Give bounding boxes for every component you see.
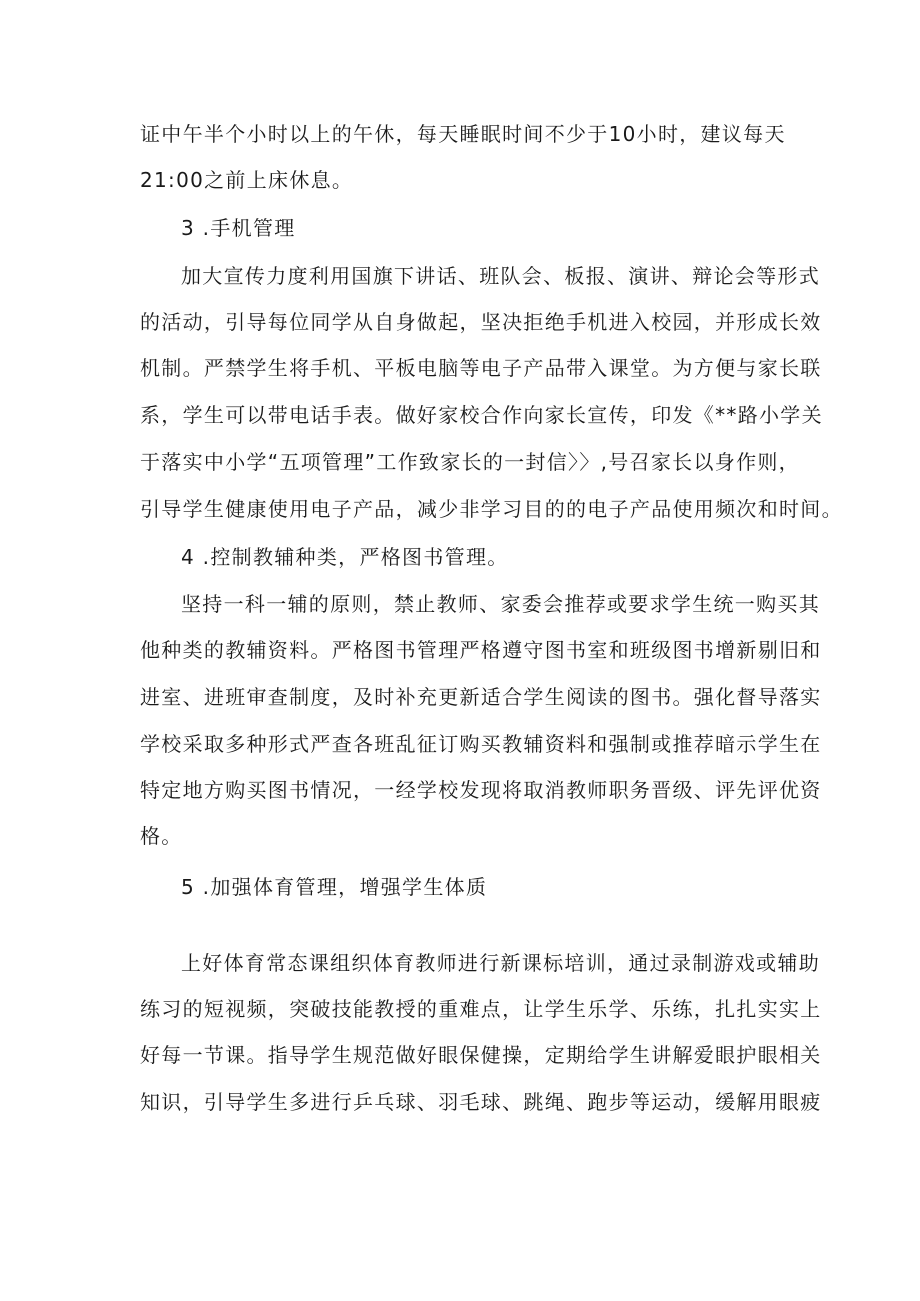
body-text-line: 上好体育常态课组织体育教师进行新课标培训，通过录制游戏或辅助 [181, 951, 820, 975]
body-text-line: 进室、进班审查制度，及时补充更新适合学生阅读的图书。强化督导落实 [140, 685, 822, 709]
body-text-line: 的活动，引导每位同学从自身做起，坚决拒绝手机进入校园，并形成长效 [140, 310, 822, 334]
body-text-line: 机制。严禁学生将手机、平板电脑等电子产品带入课堂。为方便与家长联 [140, 356, 822, 380]
section-heading-5: 5 .加强体育管理，增强学生体质 [181, 875, 488, 899]
section-heading-3: 3 .手机管理 [181, 216, 296, 240]
body-text-line: 加大宣传力度利用国旗下讲话、班队会、板报、演讲、辩论会等形式 [181, 264, 820, 288]
body-text-line: 特定地方购买图书情况，一经学校发现将取消教师职务晋级、评先评优资 [140, 778, 822, 802]
section-heading-4: 4 .控制教辅种类，严格图书管理。 [181, 545, 509, 569]
body-text-line: 坚持一科一辅的原则，禁止教师、家委会推荐或要求学生统一购买其 [181, 592, 820, 616]
body-text-line: 证中午半个小时以上的午休，每天睡眠时间不少于10小时，建议每天 [140, 122, 786, 146]
body-text-line: 系，学生可以带电话手表。做好家校合作向家长宣传，印发《**路小学关 [140, 403, 823, 427]
body-text-line: 于落实中小学“五项管理”工作致家长的一封信〉〉,号召家长以身作则， [140, 450, 800, 474]
body-text-line: 好每一节课。指导学生规范做好眼保健操，定期给学生讲解爱眼护眼相关 [140, 1043, 822, 1067]
body-text-line: 学校采取多种形式严查各班乱征订购买教辅资料和强制或推荐暗示学生在 [140, 732, 822, 756]
body-text-line: 引导学生健康使用电子产品，减少非学习目的的电子产品使用频次和时间。 [140, 497, 843, 521]
body-text-line: 格。 [140, 824, 183, 848]
body-text-line: 知识，引导学生多进行乒乓球、羽毛球、跳绳、跑步等运动，缓解用眼疲 [140, 1090, 822, 1114]
body-text-line: 练习的短视频，突破技能教授的重难点，让学生乐学、乐练，扎扎实实上 [140, 997, 822, 1021]
body-text-line: 21:00之前上床休息。 [140, 168, 354, 192]
body-text-line: 他种类的教辅资料。严格图书管理严格遵守图书室和班级图书增新剔旧和 [140, 638, 822, 662]
